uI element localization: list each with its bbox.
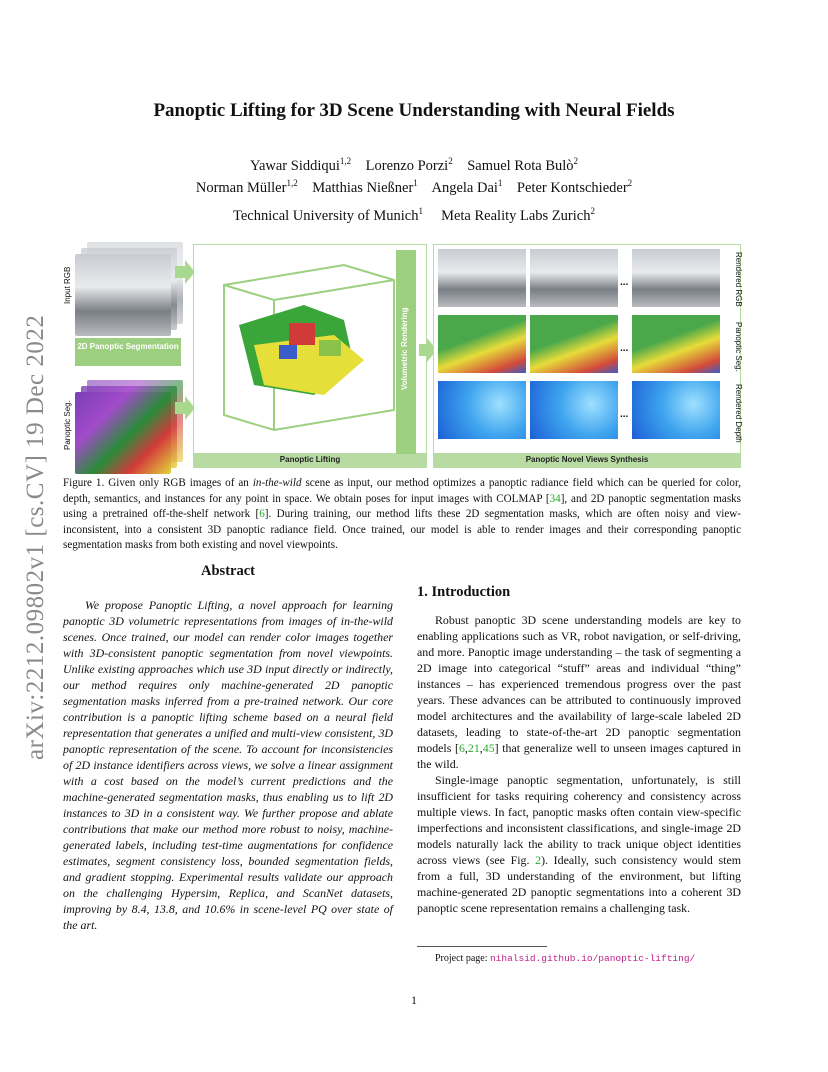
panoptic-seg-1 [438, 315, 526, 373]
novel-views-footer: Panoptic Novel Views Synthesis [434, 453, 740, 467]
input-rgb-image [75, 254, 171, 336]
author: Peter Kontschieder$^2$ [516, 178, 633, 196]
intro-paragraph-2: Single-image panoptic segmentation, unfortunately, is still insufficient for tasks requiring coherency and consistency across multiple views. In fact, panoptic masks often contain view-specific imperfections and inconsistent classifications, and single-image 2D models naturally lack the ability to track unique object identities across views (see Fig. 2). Ideally, such consistency would stem from a full, 3D understanding of the environment, but lifting machine-generated 2D panoptic segmentations into a coherent 3D panoptic scene representation remains a challenging task. [417, 773, 741, 915]
intro-heading: 1. Introduction [417, 584, 511, 600]
panoptic-seg-3 [632, 315, 720, 373]
paper-title: Panoptic Lifting for 3D Scene Understanding with Neural Fields [153, 100, 675, 121]
ellipsis: ... [620, 409, 629, 420]
rendered-depth-label: Rendered Depth [734, 384, 743, 443]
intro-paragraph-1: Robust panoptic 3D scene understanding models are key to enabling applications such as VR, robot navigation, or self-driving, and more. Panoptic image understanding – the task of segmenting a 2D image into categorical “stuff” areas and individual “thing” instances – has experienced tremendous progress over the past years. These advances can be attributed to continuously improved model architectures and the availability of large-scale labeled 2D datasets, leading to state-of-the-art 2D panoptic segmentation models [6,21,45] that generalize well to unseen images captured in the wild. [417, 613, 741, 771]
abstract-text: We propose Panoptic Lifting, a novel approach for learning panoptic 3D volumetric representations from images of in-the-wild scenes. Once trained, our model can render color images together with 3D-consistent panoptic segmentation from novel viewpoints. Unlike existing approaches which use 3D input directly or indirectly, our method requires only machine-generated 2D panoptic segmentation masks inferred from a pre-trained network. Our core contribution is a panoptic lifting scheme based on a neural field representation that generates a unified and multi-view consistent, 3D panoptic representation of the scene. To account for inconsistencies of 2D instance identifiers across views, we solve a linear assignment with a cost based on the model’s current predictions and the machine-generated segmentation masks, thus enabling us to lift 2D instances to 3D in a consistent way. We further propose and ablate contributions that make our method more robust to noisy, machine-generated labels, including test-time augmentations for confidence estimates, segment consistency loss, bounded segmentation fields, and gradient stopping. Experimental results validate our approach on the challenging Hypersim, Replica, and ScanNet datasets, improving by 8.4, 13.8, and 10.6% in scene-level PQ over state of the art. [63, 598, 393, 932]
affiliation: Technical University of Munich$^1$ [233, 206, 423, 224]
rendered-depth-1 [438, 381, 526, 439]
author: Angela Dai$^1$ [431, 178, 503, 196]
input-rgb-label: Input RGB [63, 266, 72, 304]
ellipsis: ... [620, 343, 629, 354]
abstract-heading: Abstract [201, 563, 255, 579]
affiliations [0, 200, 828, 227]
panoptic-seg-left-label: Panoptic Seg. [63, 400, 72, 450]
author: Matthias Nießner$^1$ [312, 178, 418, 196]
figure-1 [63, 240, 745, 472]
project-page-link[interactable]: nihalsid.github.io/panoptic-lifting/ [489, 953, 696, 964]
author-line-2 [0, 172, 828, 199]
rendered-depth-3 [632, 381, 720, 439]
ellipsis: ... [620, 277, 629, 288]
figure-caption: Figure 1. Given only RGB images of an in-the-wild scene as input, our method optimizes a panoptic radiance field which can be queried for color, depth, semantics, and instances for any point in space. We obtain poses for input images with COLMAP [34], and 2D panoptic segmentation masks using a pretrained off-the-shelf network [6]. During training, our method lifts these 2D segmentation masks, which are often noisy and view-inconsistent, into a consistent 3D panoptic radiance field. Once trained, our model is able to render images and their corresponding panoptic segmentation masks from both existing and novel viewpoints. [63, 477, 742, 552]
author: Samuel Rota Bulò$^2$ [467, 156, 579, 174]
author: Lorenzo Porzi$^2$ [365, 156, 453, 174]
footnote-rule [417, 946, 547, 947]
panoptic-lifting-panel [193, 244, 427, 468]
3d-volume-illustration [194, 245, 426, 453]
2d-panoptic-segmentation-box: 2D Panoptic Segmentation [75, 338, 181, 366]
author: Yawar Siddiqui$^{1,2}$ [249, 156, 352, 174]
affiliation: Meta Reality Labs Zurich$^2$ [441, 206, 595, 224]
novel-views-panel [433, 244, 741, 468]
footnote: Project page: nihalsid.github.io/panoptic-lifting/ [435, 953, 696, 964]
rendered-rgb-label: Rendered RGB [734, 252, 743, 307]
arxiv-stamp: arXiv:2212.09802v1 [cs.CV] 19 Dec 2022 [22, 314, 49, 760]
rendered-depth-2 [530, 381, 618, 439]
panoptic-seg-image [75, 392, 171, 474]
panoptic-lifting-footer: Panoptic Lifting [194, 453, 426, 467]
panoptic-seg-right-label: Panoptic Seg. [734, 322, 743, 372]
volumetric-rendering-label: Volumetric Rendering [400, 307, 409, 390]
page-number: 1 [411, 993, 417, 1007]
rendered-rgb-2 [530, 249, 618, 307]
rendered-rgb-3 [632, 249, 720, 307]
rendered-rgb-1 [438, 249, 526, 307]
panoptic-seg-2 [530, 315, 618, 373]
author: Norman Müller$^{1,2}$ [195, 178, 298, 196]
intro-body [417, 612, 741, 916]
